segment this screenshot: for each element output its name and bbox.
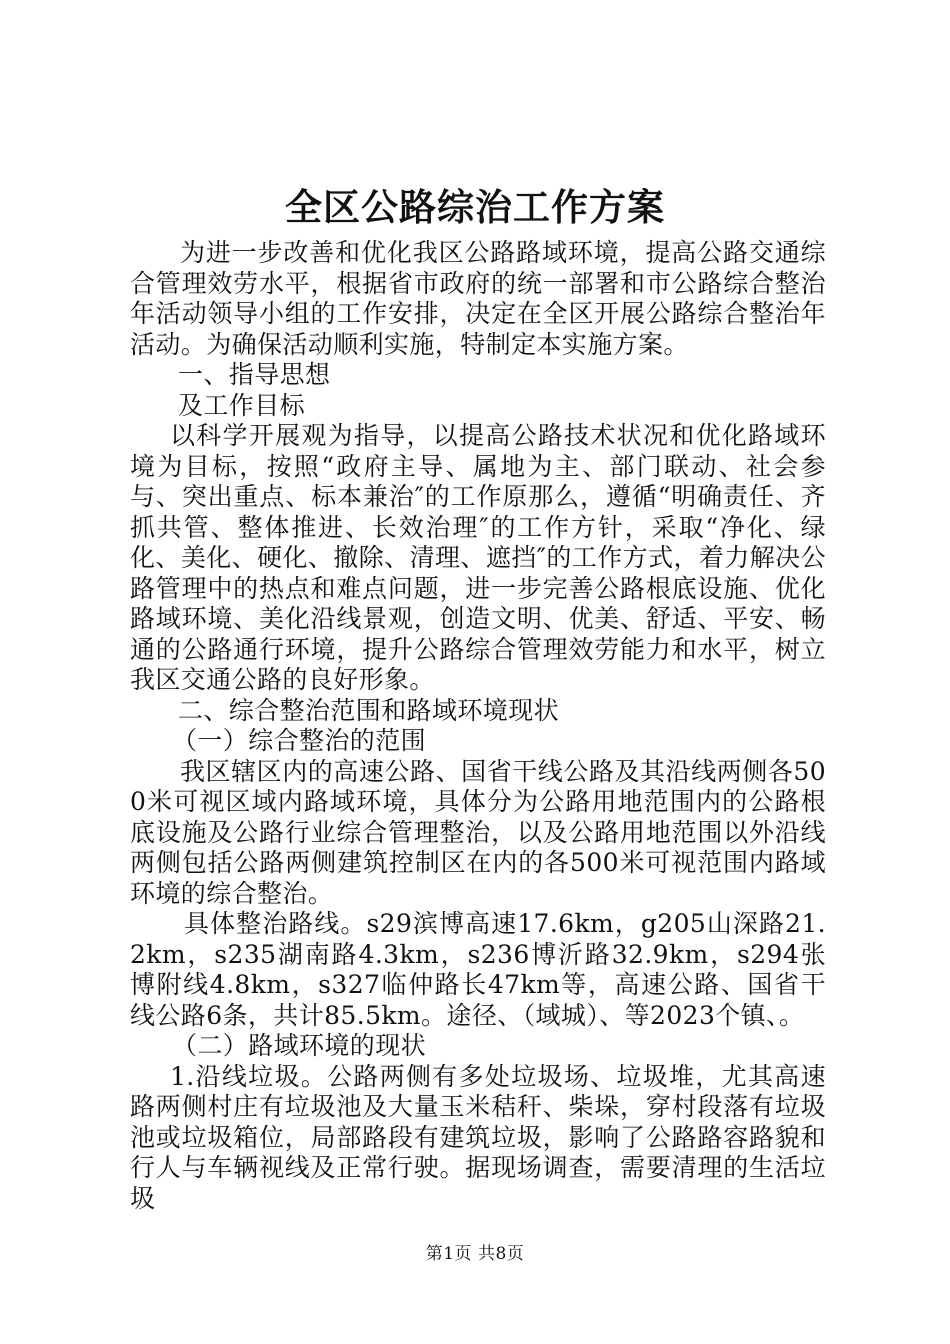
document-title: 全区公路综治工作方案 <box>285 186 665 229</box>
document-body <box>130 238 826 1214</box>
paragraph-intro: 为进一步改善和优化我区公路路域环境，提高公路交通综合管理效劳水平，根据省市政府的统一部署和市公路综合整治年活动领导小组的工作安排，决定在全区开展公路综合整治年活动。为确保活动顺利实施，特制定本实施方案。 <box>130 238 826 359</box>
paragraph-scope: 我区辖区内的高速公路、国省干线公路及其沿线两侧各500米可视区域内路域环境，具体分为公路用地范围内的公路根底设施及公路行业综合管理整治，以及公路用地范围以外沿线两侧包括公路两侧建筑控制区在内的各500米可视范围内路域环境的综合整治。 <box>130 756 826 908</box>
paragraph-roadside-garbage: 1.沿线垃圾。公路两侧有多处垃圾场、垃圾堆，尤其高速路两侧村庄有垃圾池及大量玉米秸秆、柴垛，穿村段落有垃圾池或垃圾箱位，局部路段有建筑垃圾，影响了公路路容路貌和行人与车辆视线及正常行驶。据现场调查，需要清理的生活垃圾 <box>130 1061 826 1213</box>
subsection-heading-2-2: （二）路域环境的现状 <box>172 1031 427 1060</box>
paragraph-guiding-thought: 以科学开展观为指导，以提高公路技术状况和优化路域环境为目标，按照“政府主导、属地为主、部门联动、社会参与、突出重点、标本兼治″的工作原那么，遵循“明确责任、齐抓共管、整体推进、长效治理″的工作方针，采取“净化、绿化、美化、硬化、撤除、清理、遮挡″的工作方式，着力解决公路管理中的热点和难点问题，进一步完善公路根底设施、优化路域环境、美化沿线景观，创造文明、优美、舒适、平安、畅通的公路通行环境，提升公路综合管理效劳能力和水平，树立我区交通公路的良好形象。 <box>130 421 826 694</box>
section-heading-2: 二、综合整治范围和路域环境现状 <box>178 695 560 725</box>
section-heading-1-continued: 及工作目标 <box>178 390 306 420</box>
paragraph-routes: 具体整治路线。s29滨博高速17.6km，g205山深路21.2km，s235湖南路4.3km，s236博沂路32.9km，s294张博附线4.8km，s327临仲路长47km等，高速公路、国省干线公路6条，共计85.5km。途径、（域城）、等2023个镇、。 <box>130 909 826 1030</box>
subsection-heading-2-1: （一）综合整治的范围 <box>172 726 427 755</box>
section-heading-1: 一、指导思想 <box>178 360 331 389</box>
page-footer: 第1页 共8页 <box>425 1244 525 1264</box>
